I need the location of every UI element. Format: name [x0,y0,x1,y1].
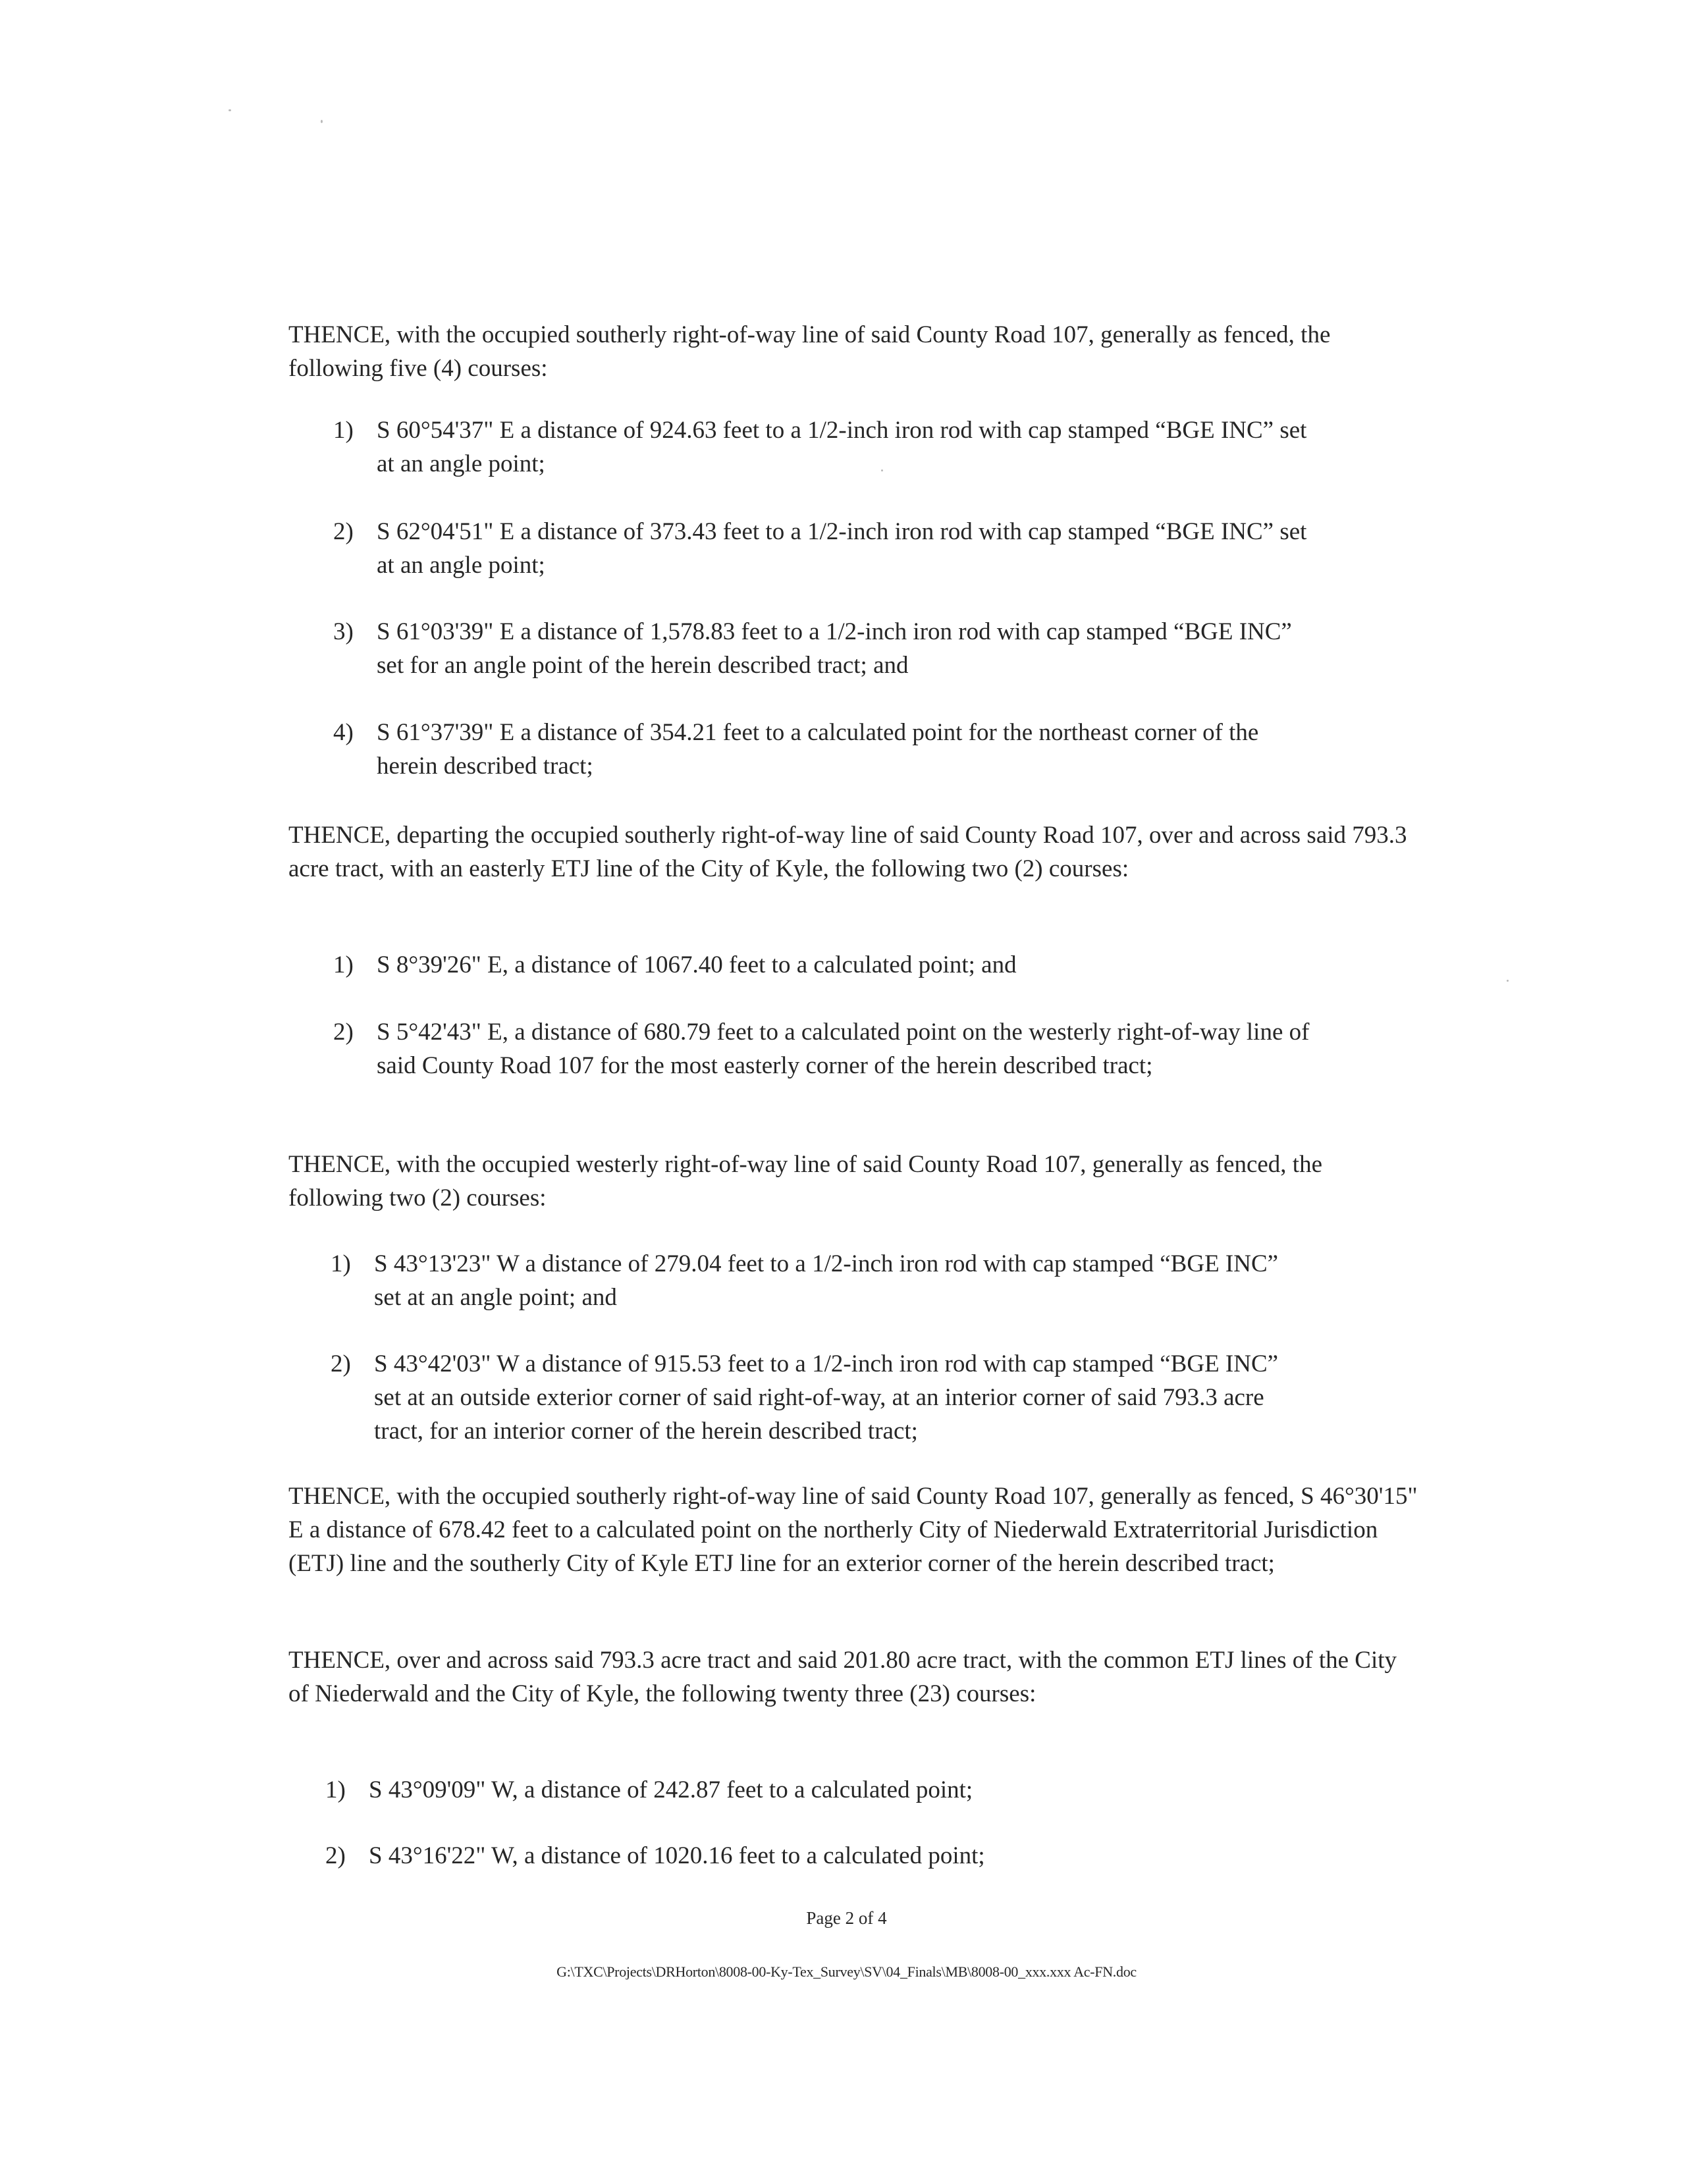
course-text: S 8°39'26" E, a distance of 1067.40 feet to a calculated point; and [377,951,1017,978]
course-text: S 43°42'03" W a distance of 915.53 feet to a 1/2-inch iron rod with cap stamped “BGE INC” set at an outside exterior corner of said right-of-way, at an interior corner of said 793.3 acre tract, for an interior corner of the herein described tract; [374,1350,1279,1445]
course-number: 3) [333,618,354,645]
course-number: 2) [331,1350,351,1377]
thence-paragraph-2: THENCE, departing the occupied southerly right-of-way line of said County Road 107, over and across said 793.3 acre tract, with an easterly ETJ line of the City of Kyle, the following two (2) courses: [288,822,1407,882]
course-number: 2) [325,1842,346,1869]
course-number: 2) [333,1019,354,1046]
thence-paragraph-1: THENCE, with the occupied southerly right-of-way line of said County Road 107, generally as fenced, the following five (4) courses: [288,321,1331,382]
scan-speck [228,109,231,111]
course-number: 1) [331,1250,351,1277]
page-number: Page 2 of 4 [806,1908,887,1928]
thence-paragraph-4: THENCE, with the occupied southerly right-of-way line of said County Road 107, generally as fenced, S 46°30'15" E a distance of 678.42 feet to a calculated point on the northerly City of Niederwald Extraterritorial Jurisdiction (ETJ) line and the southerly City of Kyle ETJ line for an exterior corner of the herein described tract; [288,1483,1418,1577]
thence-paragraph-3: THENCE, with the occupied westerly right-of-way line of said County Road 107, generally as fenced, the following two (2) courses: [288,1151,1323,1212]
course-number: 1) [333,417,354,444]
course-text: S 61°03'39" E a distance of 1,578.83 feet to a 1/2-inch iron rod with cap stamped “BGE INC” set for an angle point of the herein described tract; and [377,618,1292,679]
course-text: S 43°16'22" W, a distance of 1020.16 feet to a calculated point; [369,1842,985,1869]
course-text: S 60°54'37" E a distance of 924.63 feet to a 1/2-inch iron rod with cap stamped “BGE INC” set at an angle point; [377,417,1307,477]
course-text: S 61°37'39" E a distance of 354.21 feet to a calculated point for the northeast corner of the herein described tract; [377,719,1259,780]
course-number: 2) [333,518,354,545]
course-number: 1) [325,1776,346,1803]
course-text: S 43°09'09" W, a distance of 242.87 feet to a calculated point; [369,1776,973,1803]
thence-paragraph-5: THENCE, over and across said 793.3 acre tract and said 201.80 acre tract, with the common ETJ lines of the City of Niederwald and the City of Kyle, the following twenty three (23) courses: [288,1647,1397,1707]
scan-speck [321,120,323,123]
course-text: S 43°13'23" W a distance of 279.04 feet to a 1/2-inch iron rod with cap stamped “BGE INC” set at an angle point; and [374,1250,1279,1311]
file-path: G:\TXC\Projects\DRHorton\8008-00-Ky-Tex_Survey\SV\04_Finals\MB\8008-00_xxx.xxx Ac-FN.doc [556,1963,1137,1980]
course-number: 1) [333,951,354,978]
scan-speck [1507,980,1509,982]
course-number: 4) [333,719,354,746]
course-text: S 5°42'43" E, a distance of 680.79 feet to a calculated point on the westerly right-of-way line of said County Road 107 for the most easterly corner of the herein described tract; [377,1019,1310,1079]
course-text: S 62°04'51" E a distance of 373.43 feet to a 1/2-inch iron rod with cap stamped “BGE INC” set at an angle point; [377,518,1307,579]
